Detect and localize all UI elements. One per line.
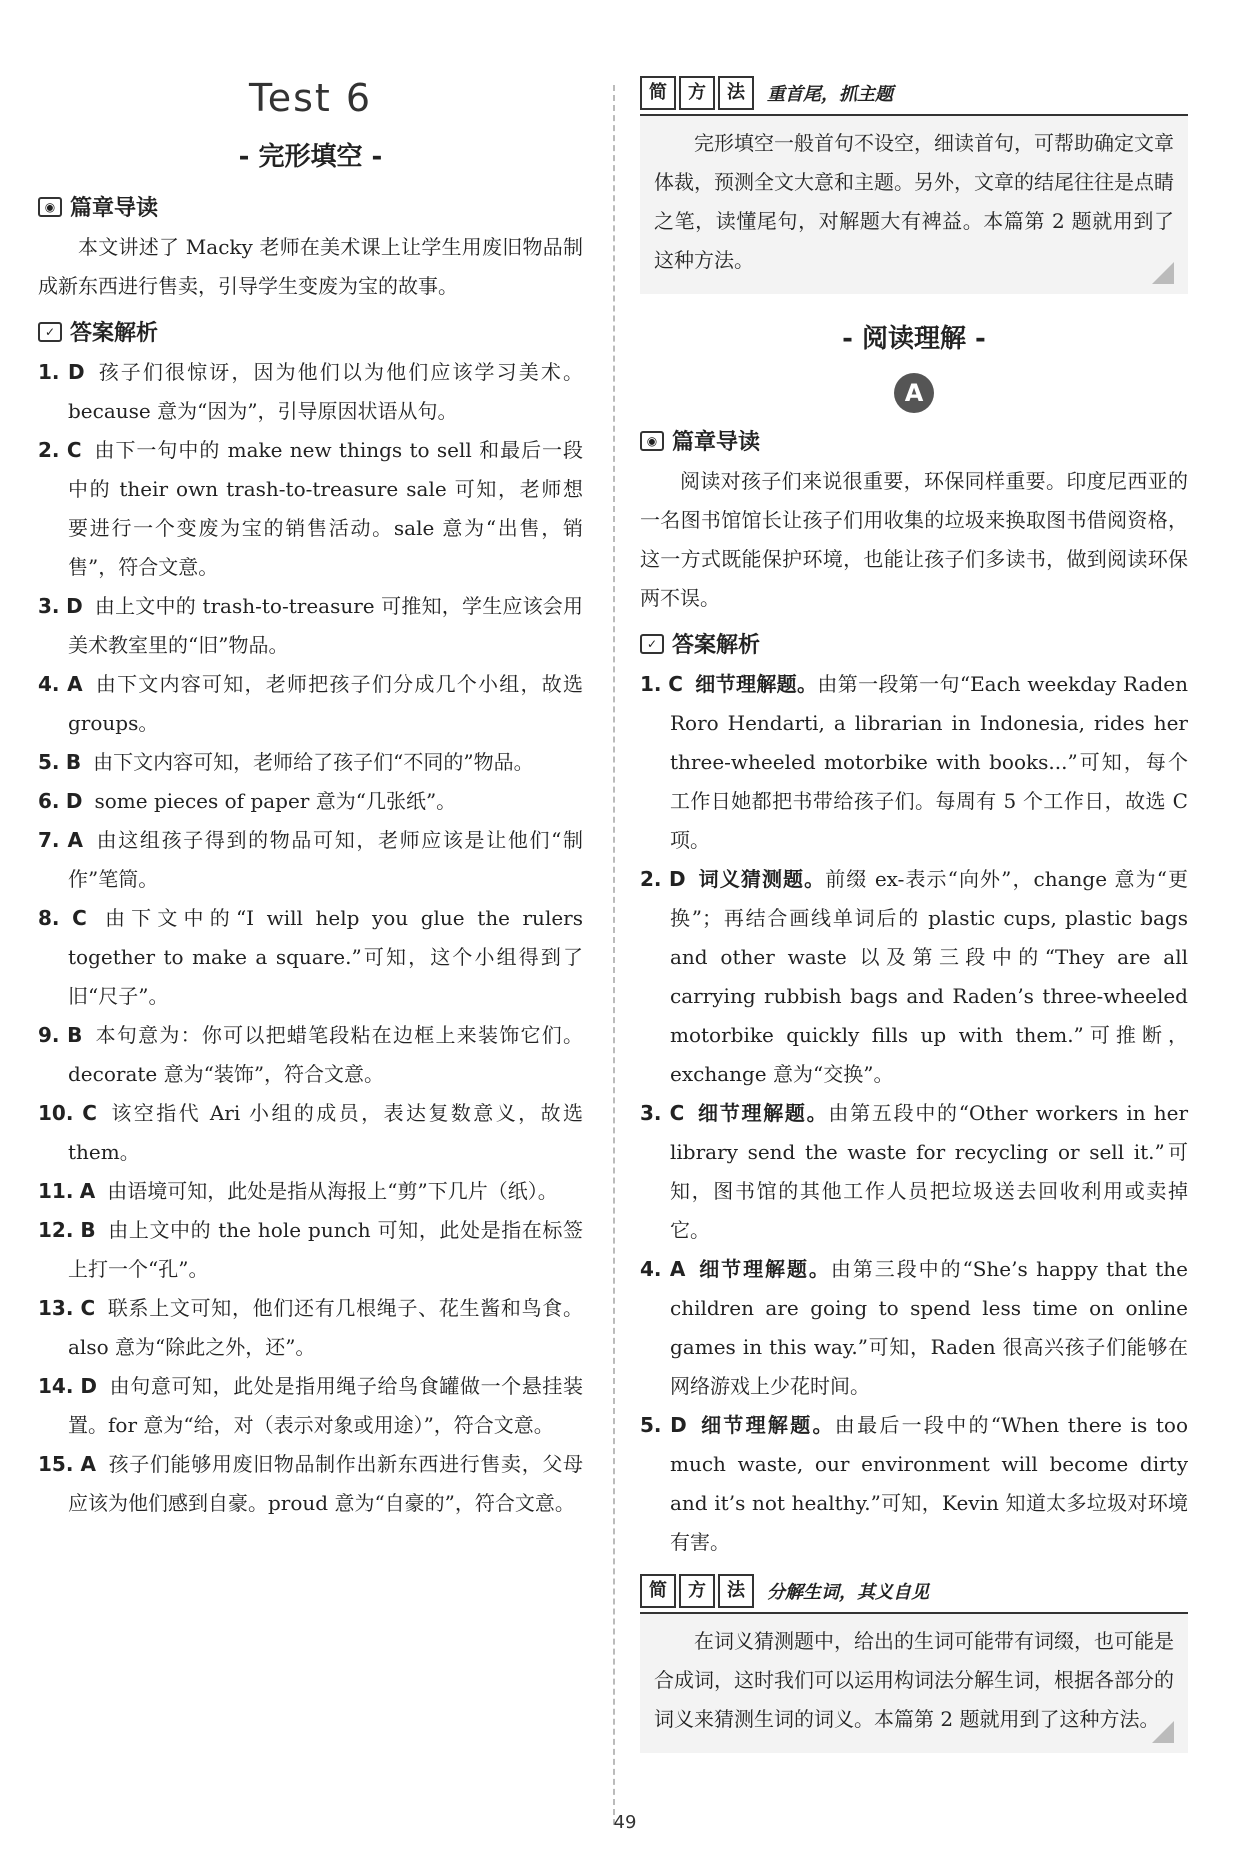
reading-intro-heading-label: 篇章导读 — [672, 430, 761, 455]
answer-choice: A — [669, 1257, 686, 1281]
answer-text: 由第一段第一句“Each weekday Raden Roro Hendarti, a librarian in Indonesia, rides her three-wheeled motorbike with books...”可知，每个工作日她都把书带给孩子们。每周有 5 个工作日，故选 C 项。 — [670, 672, 1189, 852]
cloze-answer-item — [38, 821, 583, 899]
answer-text: 由第五段中的“Other workers in her library send the waste for recycling or sell it.”可知，图书馆的其他工作人员把垃圾送去回收利用或卖掉它。 — [670, 1101, 1189, 1242]
answer-choice: C — [669, 1101, 685, 1125]
cloze-intro-heading — [38, 191, 583, 222]
answer-choice: D — [66, 594, 83, 618]
cloze-answers-heading-label: 答案解析 — [70, 321, 159, 346]
reading-answers-heading — [640, 628, 1188, 659]
left-column — [38, 70, 583, 1523]
cloze-answer-item — [38, 431, 583, 587]
question-type: 细节理解题。 — [696, 1101, 829, 1125]
method-box-2 — [640, 1574, 1188, 1753]
reading-answers-heading-label: 答案解析 — [672, 633, 761, 658]
answer-number: 2. — [640, 867, 662, 891]
method-box-1 — [640, 76, 1188, 294]
reading-answer-item — [640, 665, 1188, 860]
reading-answer-list — [640, 665, 1188, 1562]
answer-choice: C — [72, 906, 87, 930]
method-box-2-header — [640, 1574, 1188, 1614]
answer-choice: B — [65, 750, 82, 774]
answer-number: 8. — [38, 906, 60, 930]
cloze-answer-item — [38, 782, 583, 821]
cloze-answer-item — [38, 1211, 583, 1289]
answer-number: 13. — [38, 1296, 74, 1320]
reading-answer-item — [640, 1406, 1188, 1562]
answer-number: 4. — [640, 1257, 662, 1281]
answer-number: 3. — [640, 1101, 662, 1125]
answer-choice: D — [80, 1374, 98, 1398]
answer-choice: C — [80, 1296, 96, 1320]
cloze-answer-item — [38, 899, 583, 1016]
reading-intro-heading — [640, 425, 1188, 456]
page-number: 49 — [613, 1812, 637, 1833]
cloze-answer-item — [38, 1289, 583, 1367]
answer-text: 由上文中的 trash-to-treasure 可推知，学生应该会用美术教室里的“旧”物品。 — [68, 594, 583, 657]
answer-choice: D — [670, 1413, 687, 1437]
answer-text: 孩子们很惊讶，因为他们以为他们应该学习美术。because 意为“因为”，引导原因状语从句。 — [68, 360, 583, 423]
answer-choice: C — [66, 438, 82, 462]
answer-number: 7. — [38, 828, 60, 852]
answer-number: 10. — [38, 1101, 74, 1125]
method-box-1-title: 重首尾，抓主题 — [767, 84, 893, 105]
reading-answer-item — [640, 1094, 1188, 1250]
method-tag: 简 — [640, 1574, 676, 1608]
method-box-1-header — [640, 76, 1188, 116]
cloze-section-title: - 完形填空 - — [238, 142, 383, 172]
answer-text: 联系上文可知，他们还有几根绳子、花生酱和鸟食。also 意为“除此之外，还”。 — [68, 1296, 583, 1359]
answer-number: 6. — [38, 789, 60, 813]
cloze-answer-item — [38, 743, 583, 782]
answer-choice: D — [67, 360, 85, 384]
test-title: Test 6 — [248, 76, 373, 120]
cloze-intro-heading-label: 篇章导读 — [70, 196, 159, 221]
answer-text: 由下文内容可知，老师给了孩子们“不同的”物品。 — [93, 750, 534, 774]
cloze-answer-item — [38, 1172, 583, 1211]
reading-intro-text: 阅读对孩子们来说很重要，环保同样重要。印度尼西亚的一名图书馆馆长让孩子们用收集的垃圾来换取图书借阅资格，这一方式既能保护环境，也能让孩子们多读书，做到阅读环保两不误。 — [640, 469, 1188, 610]
answer-number: 15. — [38, 1452, 74, 1476]
method-box-1-text: 完形填空一般首句不设空，细读首句，可帮助确定文章体裁，预测全文大意和主题。另外，文章的结尾往往是点睛之笔，读懂尾句，对解题大有裨益。本篇第 2 题就用到了这种方法。 — [654, 131, 1174, 272]
answer-text: 前缀 ex-表示“向外”，change 意为“更换”；再结合画线单词后的 plastic cups, plastic bags and other waste 以及第三段中的“They are all carrying rubbish bags and Raden’s three-wheeled motorbike quickly fills up with them.”可推断，exchange 意为“交换”。 — [670, 867, 1189, 1086]
method-tag: 简 — [640, 76, 676, 110]
answer-text: 由下文内容可知，老师把孩子们分成几个小组，故选 groups。 — [68, 672, 583, 735]
method-box-2-title: 分解生词，其义自见 — [767, 1582, 929, 1603]
answer-text: 由句意可知，此处是指用绳子给鸟食罐做一个悬挂装置。for 意为“给，对（表示对象或用途）”，符合文意。 — [68, 1374, 584, 1437]
reading-answer-item — [640, 1250, 1188, 1406]
question-type: 细节理解题。 — [697, 1257, 831, 1281]
checkbox-icon: ✓ — [640, 634, 664, 654]
answer-choice: A — [79, 1179, 96, 1203]
answer-text: some pieces of paper 意为“几张纸”。 — [94, 789, 457, 813]
cloze-answer-item — [38, 1016, 583, 1094]
reading-answer-item — [640, 860, 1188, 1094]
answer-text: 由下文中的“I will help you glue the rulers together to make a square.”可知，这个小组得到了旧“尺子”。 — [68, 906, 583, 1008]
answer-text: 该空指代 Ari 小组的成员，表达复数意义，故选 them。 — [68, 1101, 584, 1164]
cloze-answers-heading — [38, 316, 583, 347]
answer-number: 12. — [38, 1218, 74, 1242]
page-curl-icon — [1152, 1721, 1174, 1743]
answer-number: 1. — [640, 672, 662, 696]
method-tag: 方 — [679, 1574, 715, 1608]
answer-text: 本句意为：你可以把蜡笔段粘在边框上来装饰它们。decorate 意为“装饰”，符合文意。 — [68, 1023, 584, 1086]
question-type: 细节理解题。 — [698, 1413, 835, 1437]
cloze-answer-item — [38, 1094, 583, 1172]
answer-choice: A — [67, 672, 83, 696]
answer-choice: B — [67, 1023, 83, 1047]
answer-text: 由下一句中的 make new things to sell 和最后一段中的 their own trash-to-treasure sale 可知，老师想要进行一个变废为宝的销售活动。sale 意为“出售，销售”，符合文意。 — [68, 438, 583, 579]
column-divider — [613, 85, 615, 1825]
answer-number: 3. — [38, 594, 60, 618]
right-column — [640, 70, 1188, 1777]
answer-choice: D — [668, 867, 686, 891]
answer-number: 5. — [640, 1413, 662, 1437]
passage-badge: A — [894, 373, 934, 413]
answer-choice: C — [668, 672, 683, 696]
answer-number: 4. — [38, 672, 60, 696]
method-tag: 法 — [718, 1574, 754, 1608]
answer-number: 14. — [38, 1374, 74, 1398]
method-tag: 方 — [679, 76, 715, 110]
reading-section-title: - 阅读理解 - — [842, 324, 986, 354]
cloze-answer-item — [38, 1445, 583, 1523]
answer-number: 1. — [38, 360, 60, 384]
answer-text: 由语境可知，此处是指从海报上“剪”下几片（纸）。 — [107, 1179, 558, 1203]
answer-text: 孩子们能够用废旧物品制作出新东西进行售卖，父母应该为他们感到自豪。proud 意为“自豪的”，符合文意。 — [68, 1452, 584, 1515]
page-curl-icon — [1152, 262, 1174, 284]
answer-number: 11. — [38, 1179, 74, 1203]
cloze-answer-item — [38, 353, 583, 431]
method-box-2-text: 在词义猜测题中，给出的生词可能带有词缀，也可能是合成词，这时我们可以运用构词法分解生词，根据各部分的词义来猜测生词的词义。本篇第 2 题就用到了这种方法。 — [654, 1629, 1174, 1731]
question-type: 细节理解题。 — [694, 672, 818, 696]
checkbox-icon: ✓ — [38, 322, 62, 342]
eye-icon: ◉ — [38, 197, 62, 217]
method-tag: 法 — [718, 76, 754, 110]
question-type: 词义猜测题。 — [697, 867, 826, 891]
answer-text: 由上文中的 the hole punch 可知，此处是指在标签上打一个“孔”。 — [68, 1218, 584, 1281]
cloze-answer-item — [38, 1367, 583, 1445]
cloze-answer-list — [38, 353, 583, 1523]
answer-choice: D — [65, 789, 83, 813]
answer-choice: C — [82, 1101, 97, 1125]
answer-choice: A — [80, 1452, 96, 1476]
eye-icon: ◉ — [640, 431, 664, 451]
answer-number: 9. — [38, 1023, 60, 1047]
answer-number: 5. — [38, 750, 60, 774]
cloze-answer-item — [38, 587, 583, 665]
answer-text: 由最后一段中的“When there is too much waste, our environment will become dirty and it’s not healthy.”可知，Kevin 知道太多垃圾对环境有害。 — [670, 1413, 1189, 1554]
answer-choice: A — [67, 828, 83, 852]
answer-number: 2. — [38, 438, 60, 462]
cloze-intro-text: 本文讲述了 Macky 老师在美术课上让学生用废旧物品制成新东西进行售卖，引导学生变废为宝的故事。 — [38, 235, 583, 298]
answer-choice: B — [80, 1218, 96, 1242]
answer-text: 由第三段中的“She’s happy that the children are going to spend less time on online games in this way.”可知，Raden 很高兴孩子们能够在网络游戏上少花时间。 — [670, 1257, 1188, 1398]
cloze-answer-item — [38, 665, 583, 743]
answer-text: 由这组孩子得到的物品可知，老师应该是让他们“制作”笔筒。 — [68, 828, 583, 891]
